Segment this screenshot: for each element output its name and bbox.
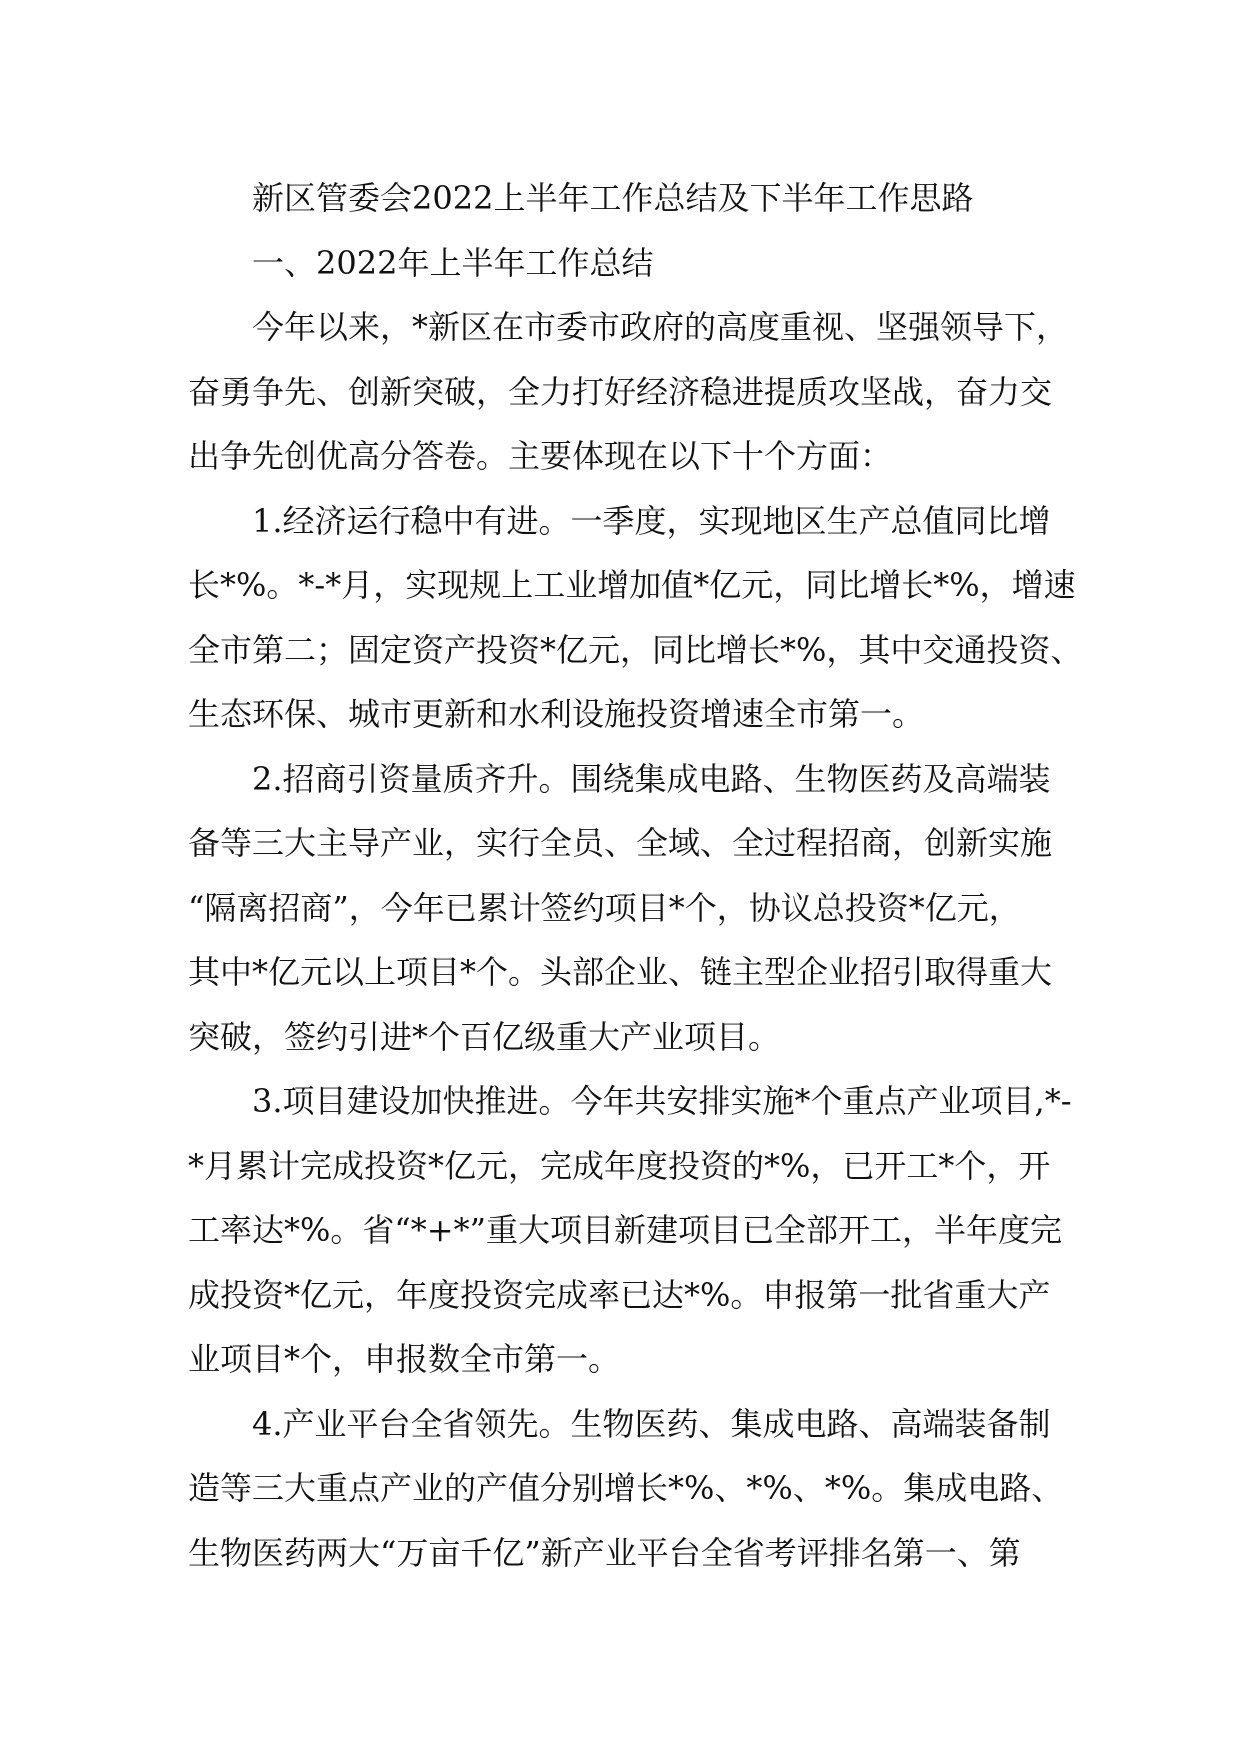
paragraph-line: 4.产业平台全省领先。生物医药、集成电路、高端装备制	[252, 1404, 1051, 1443]
paragraph-line: 奋勇争先、创新突破，全力打好经济稳进提质攻坚战，奋力交	[188, 372, 1053, 411]
paragraph-line: 生物医药两大“万亩千亿”新产业平台全省考评排名第一、第	[188, 1533, 1021, 1572]
paragraph-line: 业项目*个，申报数全市第一。	[188, 1340, 621, 1378]
paragraph-line: 突破，签约引进*个百亿级重大产业项目。	[188, 1017, 781, 1056]
paragraph-line: “隔离招商”，今年已累计签约项目*个，协议总投资*亿元，	[188, 888, 1021, 927]
paragraph-line: 3.项目建设加快推进。今年共安排实施*个重点产业项目,*-	[252, 1082, 1072, 1120]
paragraph-line: 1.经济运行稳中有进。一季度，实现地区生产总值同比增	[252, 501, 1051, 540]
paragraph-line: 工率达*%。省“*+*”重大项目新建项目已全部开工，半年度完	[188, 1211, 1062, 1249]
document-body	[188, 166, 1083, 1585]
paragraph-line: *月累计完成投资*亿元，完成年度投资的*%，已开工*个，开	[188, 1146, 1051, 1185]
paragraph-line: 长*%。*-*月，实现规上工业增加值*亿元，同比增长*%，增速	[188, 566, 1076, 604]
paragraph-line: 2.招商引资量质齐升。围绕集成电路、生物医药及高端装	[252, 759, 1051, 798]
paragraph-line: 其中*亿元以上项目*个。头部企业、链主型企业招引取得重大	[188, 953, 1053, 991]
paragraph-line: 备等三大主导产业，实行全员、全域、全过程招商，创新实施	[188, 824, 1053, 862]
document-title: 新区管委会2022上半年工作总结及下半年工作思路	[252, 179, 974, 217]
paragraph-line: 造等三大重点产业的产值分别增长*%、*%、*%。集成电路、	[188, 1469, 1064, 1507]
paragraph-line: 全市第二；固定资产投资*亿元，同比增长*%，其中交通投资、	[188, 630, 1083, 669]
paragraph-line: 成投资*亿元，年度投资完成率已达*%。申报第一批省重大产	[188, 1275, 1051, 1314]
paragraph-line: 今年以来，*新区在市委市政府的高度重视、坚强领导下，	[252, 308, 1069, 346]
section-heading: 一、2022年上半年工作总结	[252, 243, 654, 282]
paragraph-line: 出争先创优高分答卷。主要体现在以下十个方面：	[188, 437, 893, 475]
paragraph-line: 生态环保、城市更新和水利设施投资增速全市第一。	[188, 695, 925, 733]
